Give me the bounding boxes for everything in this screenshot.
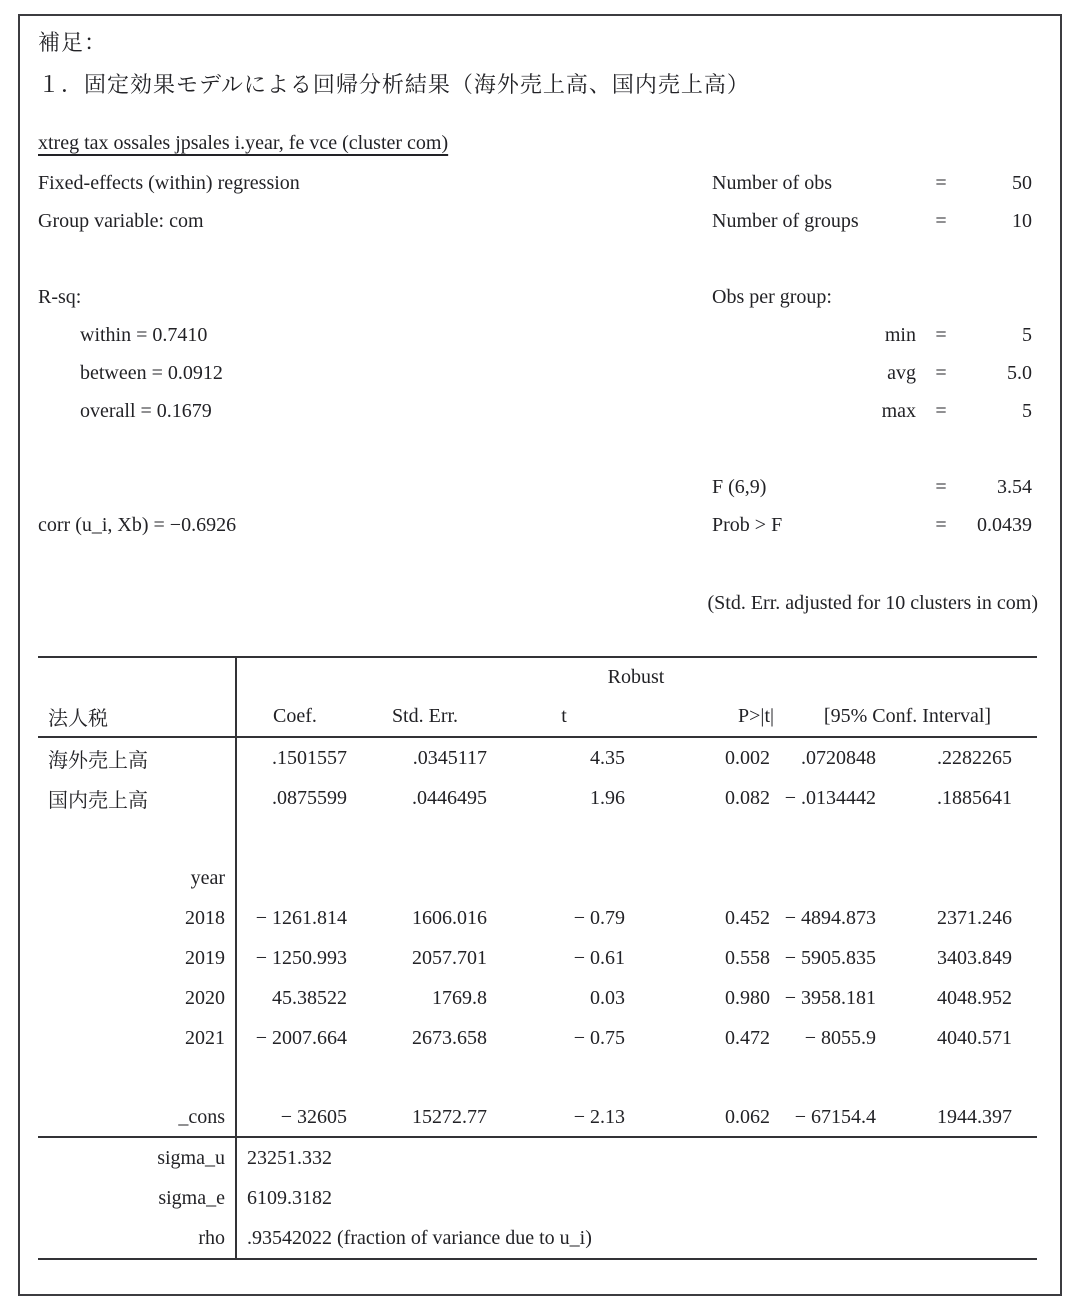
stat-number-of-obs — [712, 168, 1038, 198]
model-type-line: Fixed-effects (within) regression — [38, 172, 300, 194]
table-row-jpsales — [38, 778, 1037, 818]
results-table — [38, 656, 1037, 1260]
rsq-overall: overall = 0.1679 — [80, 400, 212, 422]
row-label: 2020 — [185, 986, 225, 1009]
corr-line: corr (u_i, Xb) = −0.6926 — [38, 514, 237, 536]
stat-value: 0.0439 — [977, 514, 1032, 536]
row-label: 2021 — [185, 1026, 225, 1049]
ci-high-cell: 4048.952 — [937, 986, 1012, 1009]
ci-high-cell: 3403.849 — [937, 946, 1012, 969]
stderr-cell: 2057.701 — [412, 946, 487, 969]
row-label: 海外売上高 — [48, 749, 148, 772]
col-header-coef: Coef. — [273, 704, 317, 727]
col-header-p: P>|t| — [738, 704, 774, 727]
ci-low-cell: − 67154.4 — [794, 1105, 876, 1128]
stat-max — [712, 396, 1038, 426]
ci-high-cell: 1944.397 — [937, 1105, 1012, 1128]
equals-sign: = — [935, 210, 947, 232]
stat-label: avg — [887, 362, 916, 384]
stat-obs-per-group — [712, 282, 1038, 312]
stat-value: 3.54 — [997, 476, 1032, 498]
table-spacer-row — [38, 1058, 1037, 1098]
p-cell: 0.082 — [725, 786, 770, 809]
coef-cell: .0875599 — [272, 786, 347, 809]
equals-sign: = — [935, 324, 947, 346]
ci-high-cell: 4040.571 — [937, 1026, 1012, 1049]
col-header-t: t — [561, 704, 567, 727]
stat-prob-f — [712, 510, 1038, 540]
coef-cell: − 2007.664 — [255, 1026, 347, 1049]
table-divider — [235, 658, 237, 1258]
stat-value: 10 — [1012, 210, 1032, 232]
stat-avg — [712, 358, 1038, 388]
stat-label: Number of groups — [712, 210, 859, 232]
stata-command: xtreg tax ossales jpsales i.year, fe vce (cluster com) — [38, 132, 449, 154]
t-cell: 0.03 — [590, 986, 625, 1009]
stat-label: min — [884, 324, 916, 346]
t-cell: 1.96 — [590, 786, 625, 809]
group-variable-line: Group variable: com — [38, 210, 204, 232]
stat-label: Prob > F — [712, 514, 783, 536]
stat-value: 5.0 — [1007, 362, 1032, 384]
row-label: rho — [198, 1226, 225, 1249]
table-row-sigma-e — [38, 1178, 1037, 1218]
table-row-2021 — [38, 1018, 1037, 1058]
coef-cell: − 1261.814 — [255, 906, 347, 929]
col-header-ci: [95% Conf. Interval] — [823, 704, 992, 727]
footer-value: 6109.3182 — [247, 1186, 332, 1209]
equals-sign: = — [935, 362, 947, 384]
stat-label: max — [881, 400, 916, 422]
t-cell: 4.35 — [590, 746, 625, 769]
p-cell: 0.558 — [725, 946, 770, 969]
robust-header: Robust — [607, 665, 665, 688]
ci-high-cell: 2371.246 — [937, 906, 1012, 929]
equals-sign: = — [935, 514, 947, 536]
stderr-cell: .0345117 — [412, 746, 487, 769]
row-label: 国内売上高 — [48, 789, 148, 812]
ci-low-cell: − 3958.181 — [784, 986, 876, 1009]
footer-value: 23251.332 — [247, 1146, 332, 1169]
stderr-cell: 2673.658 — [412, 1026, 487, 1049]
table-header-row — [38, 696, 1037, 738]
p-cell: 0.062 — [725, 1105, 770, 1128]
stderr-cell: 15272.77 — [412, 1105, 487, 1128]
coef-cell: − 32605 — [280, 1105, 347, 1128]
table-row-2018 — [38, 898, 1037, 938]
table-row-2019 — [38, 938, 1037, 978]
t-cell: − 2.13 — [573, 1105, 625, 1128]
stat-number-of-groups — [712, 206, 1038, 236]
table-row-year — [38, 858, 1037, 898]
equals-sign: = — [935, 172, 947, 194]
rsq-label: R-sq: — [38, 286, 82, 308]
ci-high-cell: .2282265 — [937, 746, 1012, 769]
footer-value: .93542022 (fraction of variance due to u_i) — [247, 1226, 592, 1249]
row-label: sigma_u — [157, 1146, 225, 1169]
table-row-rho — [38, 1218, 1037, 1258]
table-row-ossales — [38, 738, 1037, 778]
stderr-cell: 1606.016 — [412, 906, 487, 929]
rsq-within: within = 0.7410 — [80, 324, 208, 346]
stat-value: 5 — [1022, 324, 1032, 346]
stat-min — [712, 320, 1038, 350]
stat-label: Number of obs — [712, 172, 832, 194]
equals-sign: = — [935, 476, 947, 498]
p-cell: 0.472 — [725, 1026, 770, 1049]
ci-low-cell: .0720848 — [801, 746, 876, 769]
doc-title: 補足： — [38, 30, 108, 55]
coef-cell: .1501557 — [272, 746, 347, 769]
stat-label: Obs per group: — [712, 286, 832, 308]
coef-cell: − 1250.993 — [255, 946, 347, 969]
p-cell: 0.980 — [725, 986, 770, 1009]
row-label: year — [190, 866, 225, 889]
robust-header-row — [38, 658, 1037, 696]
table-spacer-row — [38, 818, 1037, 858]
equals-sign: = — [935, 400, 947, 422]
t-cell: − 0.79 — [573, 906, 625, 929]
table-row-sigma-u — [38, 1138, 1037, 1178]
coef-cell: 45.38522 — [272, 986, 347, 1009]
col-header-depvar: 法人税 — [48, 707, 108, 730]
table-row-cons — [38, 1098, 1037, 1138]
rsq-between: between = 0.0912 — [80, 362, 223, 384]
table-row-2020 — [38, 978, 1037, 1018]
ci-high-cell: .1885641 — [937, 786, 1012, 809]
stat-f — [712, 472, 1038, 502]
stderr-cell: 1769.8 — [432, 986, 487, 1009]
p-cell: 0.002 — [725, 746, 770, 769]
ci-low-cell: − .0134442 — [784, 786, 876, 809]
row-label: sigma_e — [158, 1186, 225, 1209]
t-cell: − 0.61 — [573, 946, 625, 969]
row-label: 2018 — [185, 906, 225, 929]
t-cell: − 0.75 — [573, 1026, 625, 1049]
cluster-note: (Std. Err. adjusted for 10 clusters in com) — [707, 592, 1038, 614]
ci-low-cell: − 5905.835 — [784, 946, 876, 969]
stat-value: 50 — [1012, 172, 1032, 194]
section-heading: １．固定効果モデルによる回帰分析結果（海外売上高、国内売上高） — [38, 72, 750, 97]
p-cell: 0.452 — [725, 906, 770, 929]
row-label: _cons — [178, 1105, 225, 1128]
ci-low-cell: − 8055.9 — [804, 1026, 876, 1049]
stat-value: 5 — [1022, 400, 1032, 422]
stderr-cell: .0446495 — [412, 786, 487, 809]
ci-low-cell: − 4894.873 — [784, 906, 876, 929]
row-label: 2019 — [185, 946, 225, 969]
stat-label: F (6,9) — [712, 476, 767, 498]
col-header-stderr: Std. Err. — [391, 704, 459, 727]
